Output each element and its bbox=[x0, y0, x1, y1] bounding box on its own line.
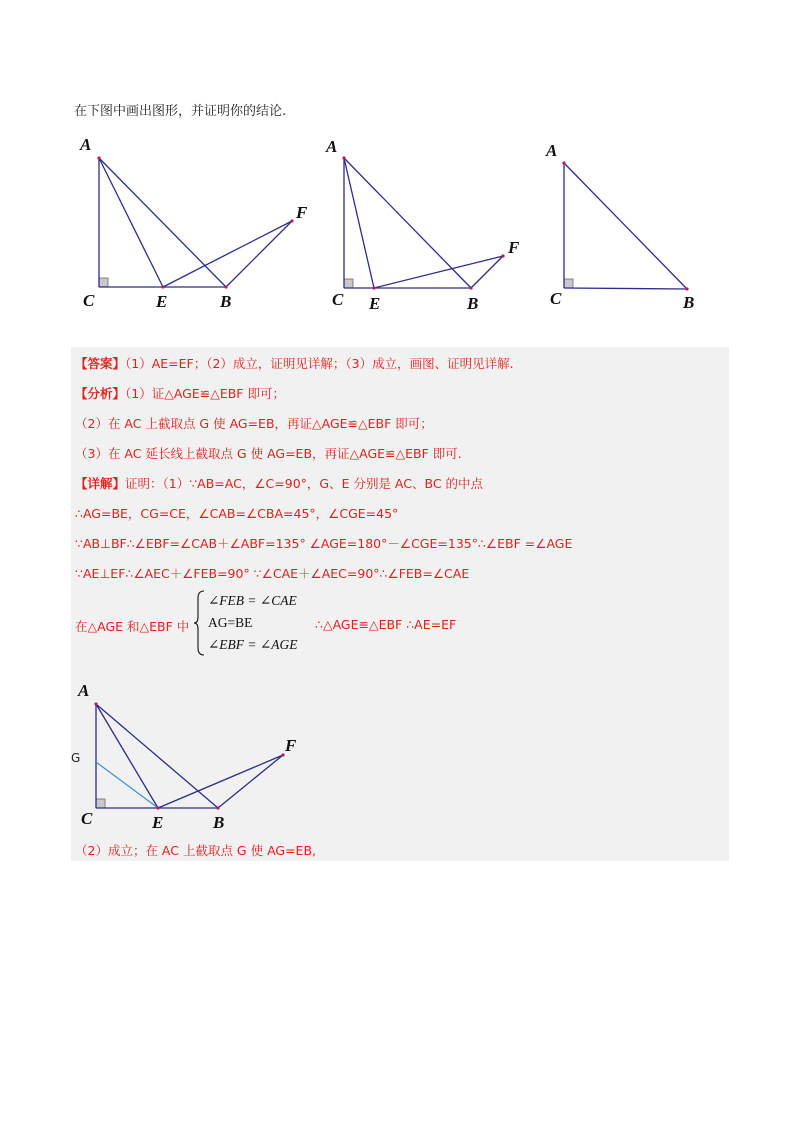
label-e: E bbox=[156, 292, 168, 311]
detail-part-2: （2）成立；在 AC 上截取点 G 使 AG=EB, bbox=[75, 843, 317, 858]
figure-3 bbox=[546, 138, 716, 318]
label-e: E bbox=[152, 813, 164, 832]
system-row-2: AG=BE bbox=[208, 615, 253, 630]
label-b: B bbox=[683, 293, 695, 312]
segment-ab bbox=[96, 704, 218, 808]
label-b: B bbox=[213, 813, 225, 832]
segment-ef bbox=[374, 256, 503, 288]
segment-bf bbox=[471, 256, 503, 288]
label-g: G bbox=[71, 751, 81, 765]
answer-line bbox=[75, 354, 514, 372]
system-conclusion: ∴△AGE≌△EBF ∴AE=EF bbox=[315, 617, 457, 632]
answer-tag: 【答案】 bbox=[75, 356, 126, 371]
right-angle-mark bbox=[564, 279, 573, 288]
segment-ae bbox=[96, 704, 158, 808]
segment-ab bbox=[99, 158, 226, 287]
segment-ef bbox=[158, 755, 283, 808]
system-rows bbox=[208, 590, 297, 656]
right-angle-mark bbox=[344, 279, 353, 288]
label-f: F bbox=[296, 203, 308, 222]
label-f: F bbox=[508, 238, 520, 257]
figure-3-svg bbox=[546, 138, 716, 318]
figure-2 bbox=[326, 130, 546, 320]
figure-1 bbox=[74, 130, 314, 320]
segment-ab bbox=[564, 163, 687, 289]
label-a: A bbox=[78, 681, 90, 700]
segment-ae bbox=[99, 158, 163, 287]
label-c: C bbox=[332, 290, 344, 309]
segment-ae bbox=[344, 158, 374, 288]
analysis-line-2: （2）在 AC 上截取点 G 使 AG=EB，再证△AGE≌△EBF 即可； bbox=[75, 416, 433, 431]
detail-line-2: ∴AG=BE，CG=CE，∠CAB=∠CBA=45°，∠CGE=45° bbox=[75, 506, 399, 521]
system-label: 在△AGE 和△EBF 中 bbox=[75, 619, 190, 634]
problem-intro: 在下图中画出图形，并证明你的结论. bbox=[74, 104, 287, 119]
detail-line-1 bbox=[75, 474, 483, 492]
segment-cb bbox=[564, 288, 687, 289]
system-row-3: ∠EBF = ∠AGE bbox=[208, 637, 298, 652]
segment-bf bbox=[218, 755, 283, 808]
analysis-line-3: （3）在 AC 延长线上截取点 G 使 AG=EB，再证△AGE≌△EBF 即可. bbox=[75, 446, 462, 461]
detail-line-4: ∵AE⊥EF∴∠AEC＋∠FEB=90° ∵∠CAE＋∠AEC=90°∴∠FEB=∠CAE bbox=[75, 566, 470, 581]
detail-tag: 【详解】 bbox=[75, 476, 126, 491]
system-row-1: ∠FEB = ∠CAE bbox=[208, 593, 297, 608]
answer-text: （1）AE=EF；（2）成立，证明见详解；（3）成立，画图、证明见详解. bbox=[125, 356, 514, 371]
analysis-line-1 bbox=[75, 384, 285, 402]
label-c: C bbox=[550, 289, 562, 308]
figure-2-svg bbox=[326, 130, 546, 320]
label-a: A bbox=[546, 141, 558, 160]
segment-bf bbox=[226, 221, 292, 287]
label-a: A bbox=[80, 135, 92, 154]
label-a: A bbox=[326, 137, 338, 156]
analysis-tag: 【分析】 bbox=[75, 386, 126, 401]
label-b: B bbox=[467, 294, 479, 313]
label-e: E bbox=[369, 294, 381, 313]
right-angle-mark bbox=[96, 799, 105, 808]
label-f: F bbox=[285, 736, 297, 755]
analysis-text-1: （1）证△AGE≌△EBF 即可； bbox=[125, 386, 285, 401]
figure-1-svg bbox=[74, 130, 314, 320]
figure-4-svg bbox=[77, 682, 317, 832]
answer-panel bbox=[71, 347, 729, 861]
label-b: B bbox=[220, 292, 232, 311]
detail-line-3: ∵AB⊥BF∴∠EBF=∠CAB＋∠ABF=135° ∠AGE=180°－∠CGE=135°∴∠EBF =∠AGE bbox=[75, 536, 573, 551]
figure-4 bbox=[77, 682, 317, 832]
right-angle-mark bbox=[99, 278, 108, 287]
label-c: C bbox=[83, 291, 95, 310]
detail-text-1: 证明：（1）∵AB=AC，∠C=90°，G、E 分别是 AC、BC 的中点 bbox=[125, 476, 484, 491]
label-c: C bbox=[81, 809, 93, 828]
segment-ef bbox=[163, 221, 292, 287]
left-brace-icon bbox=[194, 590, 206, 656]
